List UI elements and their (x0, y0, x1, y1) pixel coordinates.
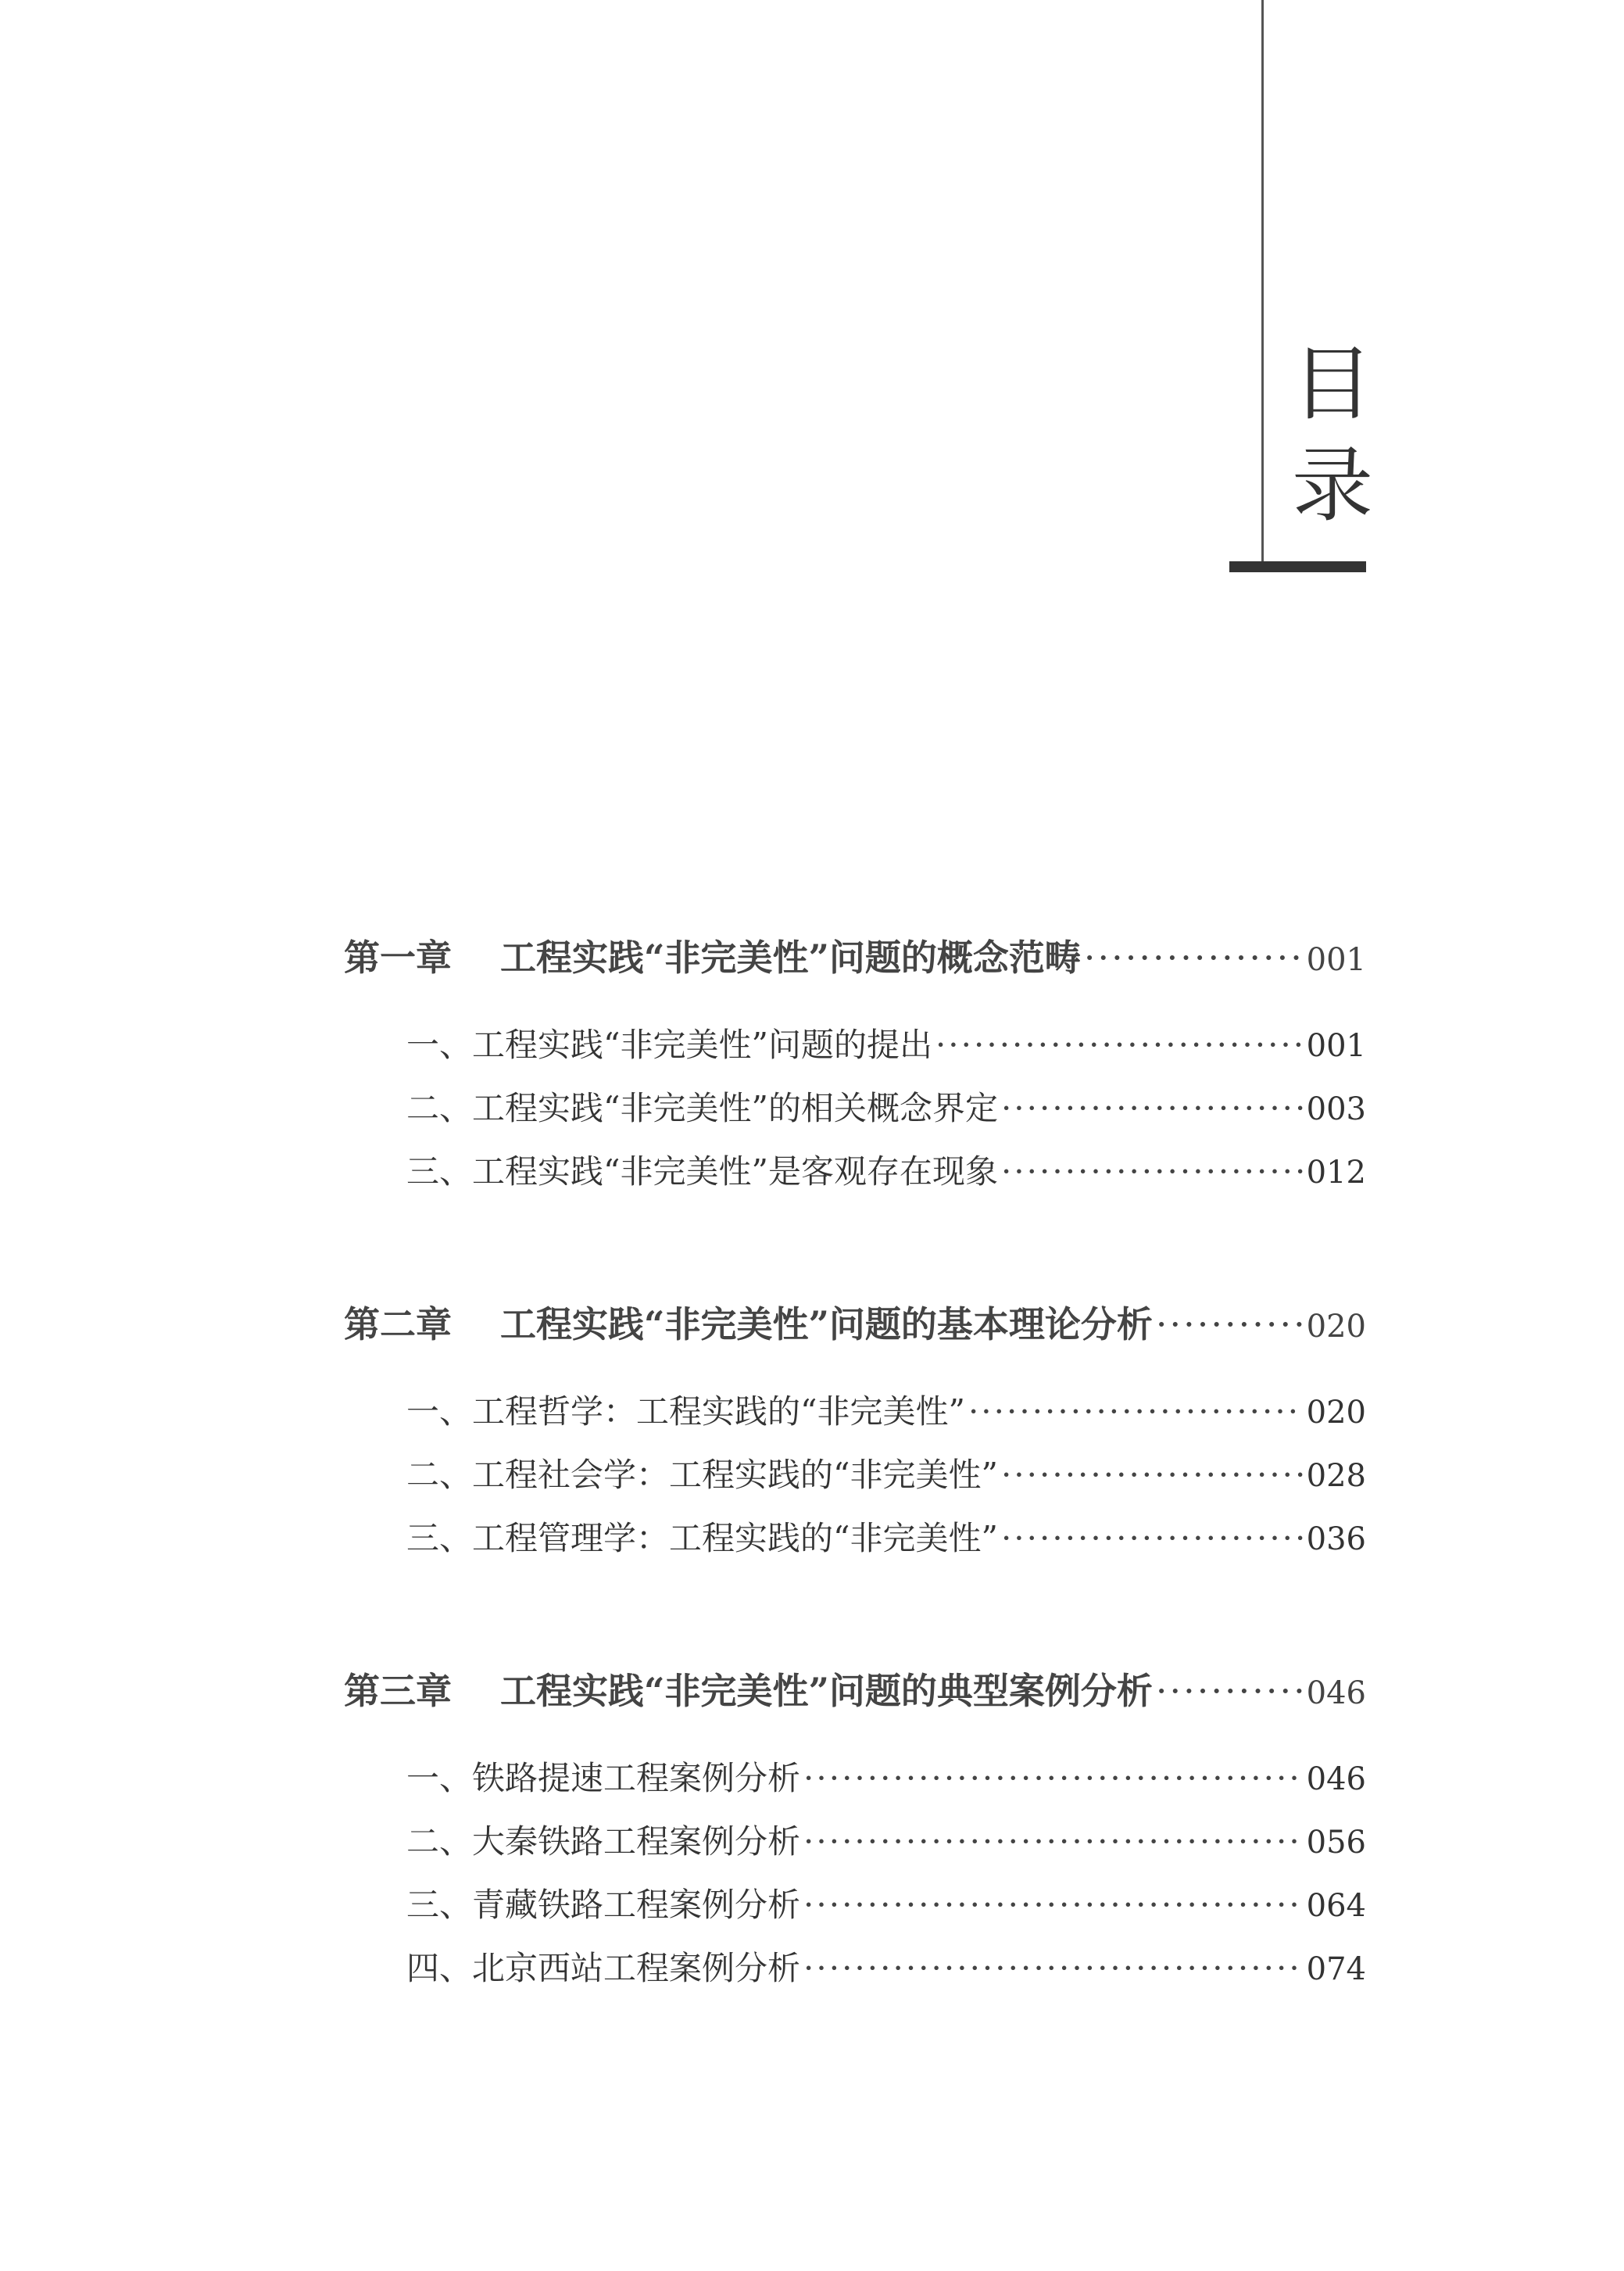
chapter-title: 工程实践“非完美性”问题的典型案例分析 (500, 1670, 1153, 1712)
dot-leader (1001, 1443, 1304, 1506)
toc-section-entry[interactable] (344, 1076, 1366, 1140)
page-number: 046 (1306, 1761, 1366, 1797)
chapter-heading[interactable] (344, 1664, 1366, 1718)
section-title: 一、工程哲学：工程实践的“非完美性” (406, 1392, 965, 1431)
toc-section-entry[interactable] (344, 1746, 1366, 1810)
section-title: 三、青藏铁路工程案例分析 (406, 1886, 801, 1924)
toc-section-entry[interactable] (344, 1443, 1366, 1506)
chapter-2 (344, 1297, 1366, 1570)
toc-section-entry[interactable] (344, 1380, 1366, 1443)
chapter-title: 工程实践“非完美性”问题的基本理论分析 (500, 1303, 1153, 1345)
page-number: 020 (1306, 1309, 1366, 1345)
page-number: 056 (1306, 1825, 1366, 1861)
chapter-heading[interactable] (344, 930, 1366, 985)
page-number: 012 (1306, 1155, 1366, 1191)
page-number: 020 (1306, 1395, 1366, 1431)
chapter-number: 第二章 (344, 1303, 452, 1345)
dot-leader (1001, 1076, 1304, 1140)
dot-leader (1156, 1664, 1304, 1718)
section-title: 三、工程实践“非完美性”是客观存在现象 (406, 1152, 998, 1191)
table-of-contents (344, 930, 1366, 2094)
section-title: 二、大秦铁路工程案例分析 (406, 1822, 801, 1861)
chapter-number: 第三章 (344, 1670, 452, 1712)
page-number: 064 (1306, 1888, 1366, 1924)
dot-leader (1001, 1140, 1304, 1203)
section-title: 四、北京西站工程案例分析 (406, 1949, 801, 1987)
dot-leader (1001, 1506, 1304, 1570)
page-number: 074 (1306, 1951, 1366, 1987)
toc-section-entry[interactable] (344, 1873, 1366, 1936)
dot-leader (935, 1013, 1304, 1076)
chapter-number: 第一章 (344, 937, 452, 979)
dot-leader (803, 1873, 1304, 1936)
page-number: 001 (1306, 942, 1366, 978)
section-title: 一、铁路提速工程案例分析 (406, 1759, 801, 1797)
page-number: 003 (1306, 1091, 1366, 1127)
section-title: 三、工程管理学：工程实践的“非完美性” (406, 1519, 998, 1557)
dot-leader (968, 1380, 1304, 1443)
chapter-3 (344, 1664, 1366, 2000)
title-underline-bar (1229, 561, 1366, 572)
page-number: 036 (1306, 1521, 1366, 1557)
chapter-title: 工程实践“非完美性”问题的概念范畴 (500, 937, 1081, 979)
toc-title-char-2: 录 (1291, 438, 1373, 533)
vertical-rule (1261, 0, 1264, 569)
toc-section-entry[interactable] (344, 1506, 1366, 1570)
toc-section-entry[interactable] (344, 1936, 1366, 2000)
dot-leader (803, 1746, 1304, 1810)
dot-leader (803, 1936, 1304, 2000)
dot-leader (1156, 1297, 1304, 1352)
page-number: 001 (1306, 1028, 1366, 1064)
toc-title-char-1: 目 (1291, 336, 1373, 432)
toc-section-entry[interactable] (344, 1810, 1366, 1873)
chapter-1 (344, 930, 1366, 1203)
section-title: 一、工程实践“非完美性”问题的提出 (406, 1026, 932, 1064)
chapter-heading[interactable] (344, 1297, 1366, 1352)
dot-leader (1084, 930, 1304, 985)
dot-leader (803, 1810, 1304, 1873)
page-number: 046 (1306, 1675, 1366, 1711)
section-title: 二、工程社会学：工程实践的“非完美性” (406, 1456, 998, 1494)
page-number: 028 (1306, 1458, 1366, 1494)
section-title: 二、工程实践“非完美性”的相关概念界定 (406, 1089, 998, 1127)
toc-section-entry[interactable] (344, 1013, 1366, 1076)
toc-section-entry[interactable] (344, 1140, 1366, 1203)
